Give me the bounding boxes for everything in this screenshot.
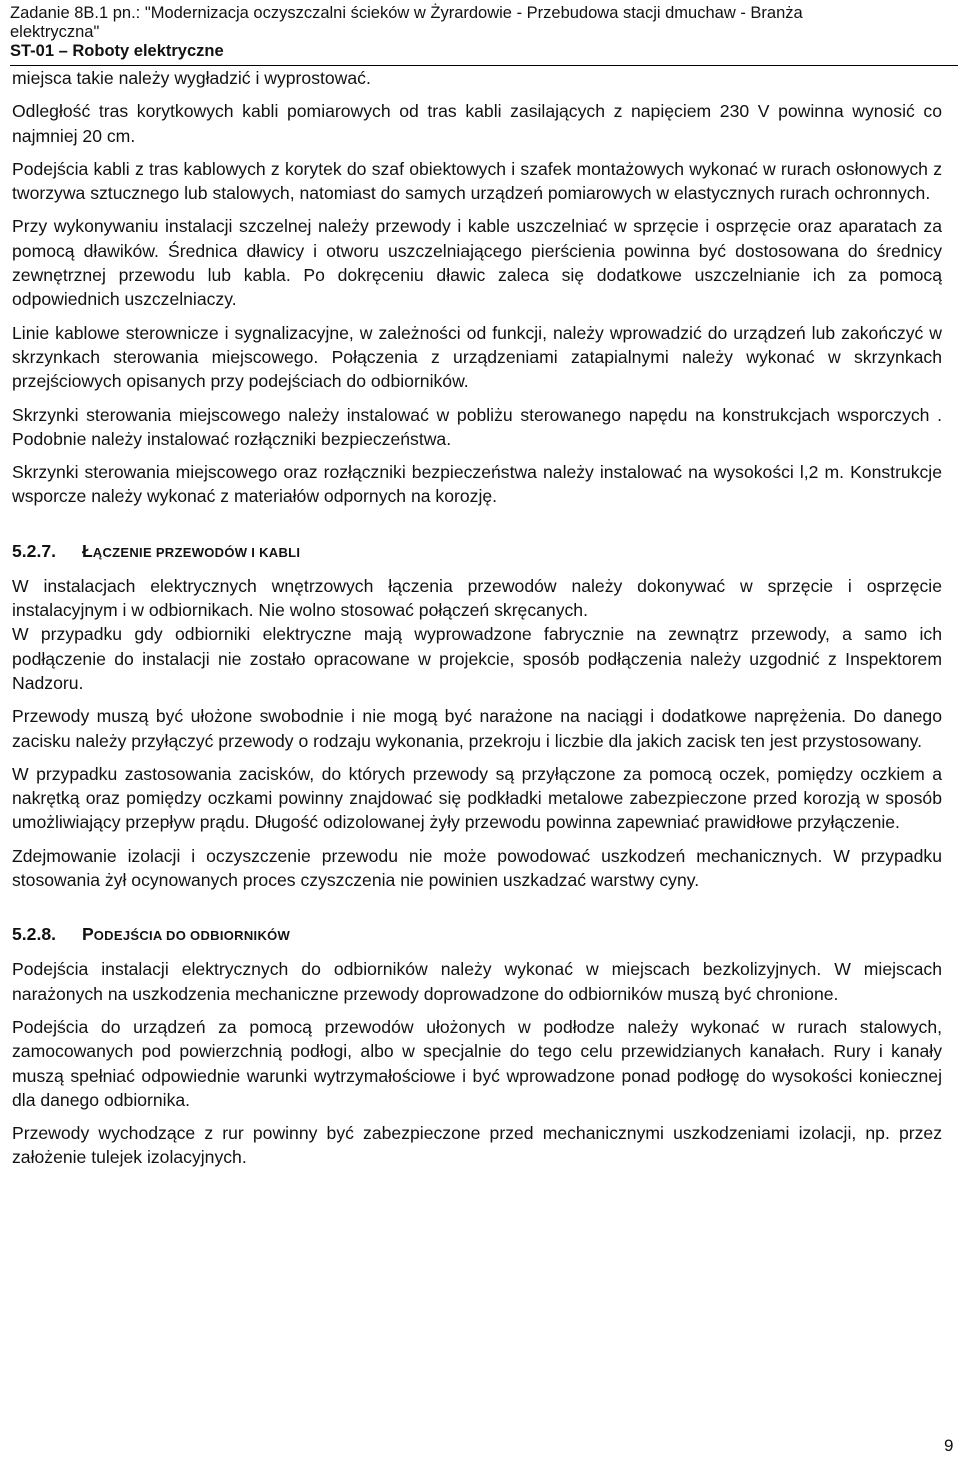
paragraph: Podejścia do urządzeń za pomocą przewodów ułożonych w podłodze należy wykonać w rurach stalowych, zamocowanych pod powierzchnią podłogi, albo w specjalnie do tego celu przewidzianych kanałach. Rury i kanały muszą spełniać odpowiednie warunki wytrzymałościowe i być wprowadzone ponad podłogę do wysokości koniecznej dla danego odbiornika. (12, 1016, 942, 1110)
paragraph: Przy wykonywaniu instalacji szczelnej należy przewody i kable uszczelniać w sprzęcie i osprzęcie oraz aparatach za pomocą dławików. Średnica dławicy i otworu uszczelniającego pierścienia powinna być dostosowana do średnicy zewnętrznej przewodu lub kabla. Po dokręceniu dławic zaleca się dodatkowe uszczelnianie ich za pomocą odpowiednich uszczelniaczy. (12, 216, 942, 310)
paragraph: W przypadku zastosowania zacisków, do których przewody są przyłączone za pomocą oczek, pomiędzy oczkiem a nakrętką oraz pomiędzy oczkami powinny znajdować się podkładki metalowe zabezpieczone przed korozją w sposób umożliwiający przepływ prądu. Długość odizolowanej żyły przewodu powinna zapewniać prawidłowe przyłączenie. (12, 763, 942, 833)
paragraph: miejsca takie należy wygładzić i wyprostować. (12, 68, 371, 88)
document-body (12, 66, 942, 1179)
paragraph: Podejścia instalacji elektrycznych do odbiorników należy wykonać w miejscach bezkolizyjnych. W miejscach narażonych na uszkodzenia mechaniczne przewody doprowadzone do odbiorników muszą być chronione. (12, 959, 942, 1004)
section-heading-5-2-7 (12, 539, 942, 565)
paragraph: W instalacjach elektrycznych wnętrzowych łączenia przewodów należy dokonywać w sprzęcie i osprzęcie instalacyjnym i w odbiornikach. Nie wolno stosować połączeń skręcanych. (12, 575, 942, 621)
paragraph: Linie kablowe sterownicze i sygnalizacyjne, w zależności od funkcji, należy wprowadzić do urządzeń lub zakończyć w skrzynkach sterowania miejscowego. Połączenia z urządzeniami zatapialnymi należy wykonać w skrzynkach przejściowych opisanych przy podejściach do odbiorników. (12, 322, 942, 392)
header-title-line-1: Zadanie 8B.1 pn.: "Modernizacja oczyszczalni ścieków w Żyrardowie - Przebudowa stacji dmuchaw - Branża (10, 4, 803, 22)
section-number: 5.2.7. (12, 540, 57, 561)
section-title: ODEJŚCIA DO ODBIORNIKÓW (93, 928, 291, 944)
paragraph: Przewody muszą być ułożone swobodnie i nie mogą być narażone na naciągi i dodatkowe naprężenia. Do danego zacisku należy przyłączyć przewody o rodzaju wykonania, przekroju i liczbie dla jakich zacisk ten jest przystosowany. (12, 706, 942, 751)
header-title-line-2: elektryczna" (10, 23, 100, 41)
paragraph: Skrzynki sterowania miejscowego oraz rozłączniki bezpieczeństwa należy instalować na wysokości l,2 m. Konstrukcje wsporcze należy wykonać z materiałów odpornych na korozję. (12, 462, 942, 507)
paragraph: Przewody wychodzące z rur powinny być zabezpieczone przed mechanicznymi uszkodzeniami izolacji, np. przez założenie tulejek izolacyjnych. (12, 1123, 942, 1168)
page-number: 9 (944, 1436, 954, 1455)
header-spec-code: ST-01 – Roboty elektryczne (10, 42, 224, 60)
paragraph: Odległość tras korytkowych kabli pomiarowych od tras kabli zasilających z napięciem 230 V powinna wynosić co najmniej 20 cm. (12, 101, 942, 146)
section-number: 5.2.8. (12, 924, 57, 945)
paragraph: Podejścia kabli z tras kablowych z korytek do szaf obiektowych i szafek montażowych wykonać w rurach osłonowych z tworzywa sztucznego lub stalowych, natomiast do samych urządzeń pomiarowych w elastycznych rurach ochronnych. (12, 158, 942, 204)
section-title: ĄCZENIE PRZEWODÓW I KABLI (92, 544, 301, 560)
page-header (10, 4, 958, 61)
section-title-initial: P (82, 924, 94, 945)
section-title-initial: Ł (82, 540, 93, 561)
paragraph: Zdejmowanie izolacji i oczyszczenie przewodu nie może powodować uszkodzeń mechanicznych. W przypadku stosowania żył ocynowanych proces czyszczenia nie powinien uszkadzać warstwy cyny. (12, 845, 942, 891)
paragraph: W przypadku gdy odbiorniki elektryczne mają wyprowadzone fabrycznie na zewnątrz przewody, a samo ich podłączenie do instalacji nie zostało opracowane w projekcie, sposób podłączenia należy uzgodnić z Inspektorem Nadzoru. (12, 624, 942, 693)
paragraph: Skrzynki sterowania miejscowego należy instalować w pobliżu sterowanego napędu na konstrukcjach wsporczych . Podobnie należy instalować rozłączniki bezpieczeństwa. (12, 404, 942, 449)
section-heading-5-2-8 (12, 922, 942, 948)
